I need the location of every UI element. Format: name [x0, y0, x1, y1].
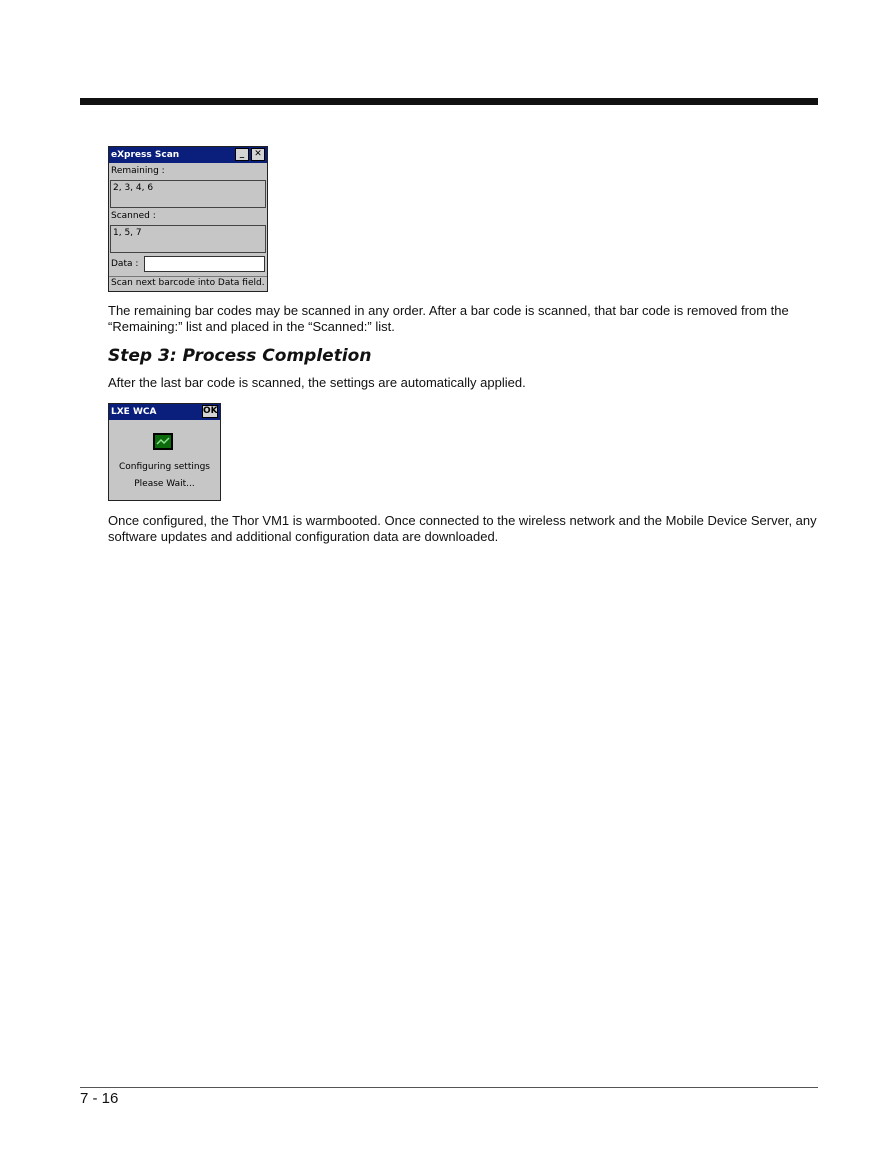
header-rule	[80, 98, 818, 105]
lxe-wca-window	[108, 403, 221, 501]
scanned-label: Scanned :	[111, 211, 156, 221]
ok-button[interactable]: OK	[203, 406, 218, 416]
status-bar: Scan next barcode into Data field.	[109, 276, 267, 291]
configuring-message: Configuring settings	[119, 462, 210, 472]
minimize-icon[interactable]: _	[235, 148, 249, 161]
window-title: LXE WCA	[111, 407, 157, 417]
paragraph-remaining: The remaining bar codes may be scanned in any order. After a bar code is scanned, that bar code is removed from the “Remaining:” list and placed in the “Scanned:” list.	[108, 303, 789, 334]
monitor-icon	[153, 433, 173, 450]
footer-rule	[80, 1087, 818, 1088]
wait-message: Please Wait...	[134, 479, 195, 489]
express-scan-window	[108, 146, 268, 292]
data-input[interactable]	[144, 256, 265, 272]
data-label: Data :	[111, 259, 139, 269]
paragraph-settings-applied: After the last bar code is scanned, the settings are automatically applied.	[108, 375, 526, 390]
window-title: eXpress Scan	[111, 150, 180, 160]
remaining-label: Remaining :	[111, 166, 165, 176]
express-scan-titlebar	[109, 147, 267, 163]
paragraph-warmboot: Once configured, the Thor VM1 is warmbooted. Once connected to the wireless network and the Mobile Device Server, any software updates and additional configuration data are downloaded.	[108, 513, 817, 544]
remaining-list[interactable]: 2, 3, 4, 6	[110, 180, 266, 208]
lxe-wca-titlebar	[109, 404, 220, 420]
page-number: 7 - 16	[80, 1090, 119, 1107]
scanned-list[interactable]: 1, 5, 7	[110, 225, 266, 253]
signal-line	[155, 435, 171, 448]
close-icon[interactable]: ✕	[251, 148, 265, 161]
section-heading: Step 3: Process Completion	[108, 346, 372, 366]
